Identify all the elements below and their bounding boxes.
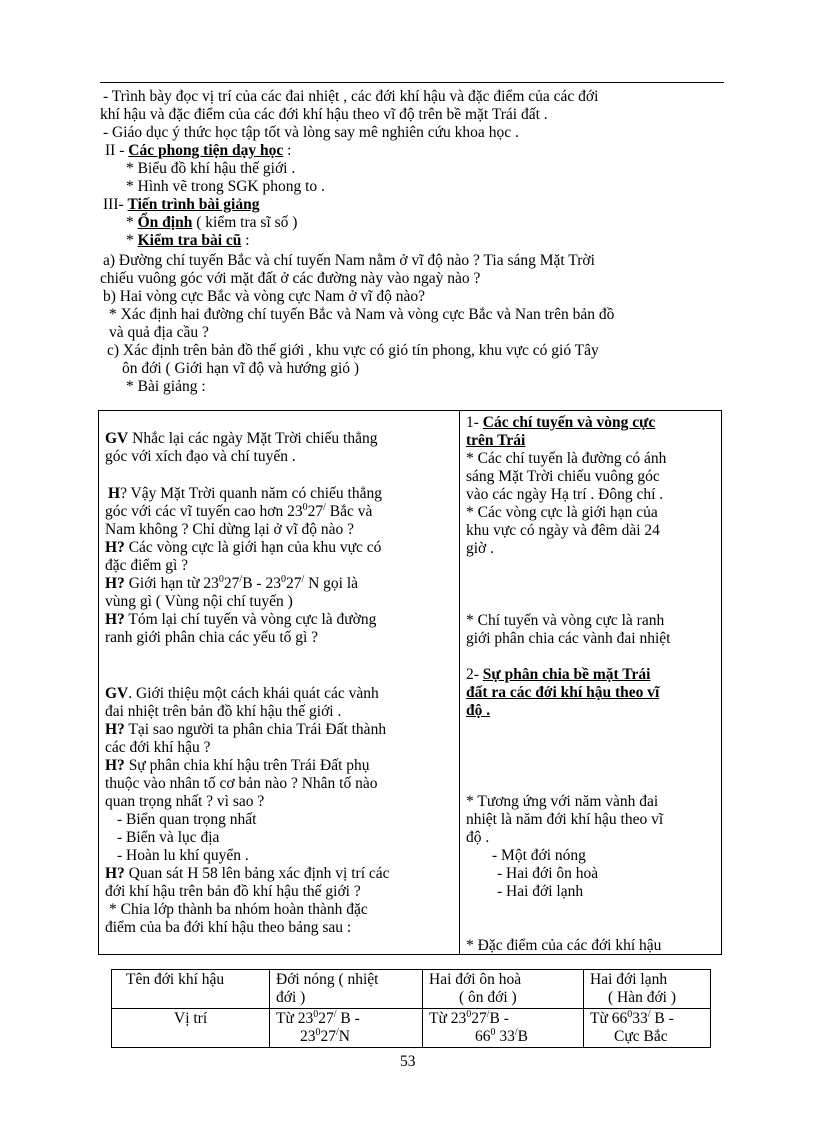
content-heading: trên Trái	[466, 432, 526, 449]
activity-line: GV Nhắc lại các ngày Mặt Trời chiếu thẳng	[105, 430, 378, 447]
activity-line: H? Các vòng cực là giới hạn của khu vực có	[105, 539, 382, 556]
objective-line: - Giáo dục ý thức học tập tốt và lòng say mê nghiên cứu khoa học .	[103, 124, 519, 141]
content-line: nhiệt là năm đới khí hậu theo vĩ	[466, 811, 664, 828]
table-row	[112, 970, 711, 1009]
content-line: khu vực có ngày và đêm dài 24	[466, 522, 660, 539]
header-rule	[100, 82, 724, 83]
activity-line: đới khí hậu trên bản đồ khí hậu thế giới ?	[105, 883, 361, 900]
activity-line: H? Vậy Mặt Trời quanh năm có chiếu thẳng	[108, 485, 382, 502]
section-heading-iii: III- Tiến trình bài giảng	[103, 196, 260, 213]
activity-line: H? Quan sát H 58 lên bảng xác định vị trí các	[105, 865, 390, 882]
section-title: Tiến trình bài giảng	[127, 196, 260, 213]
zone-item: - Hai đới ôn hoà	[497, 865, 599, 882]
table-cell: Từ $23^027^/B$ - $66^0$ 33/B	[423, 1009, 584, 1048]
activity-line: thuộc vào nhân tố cơ bản nào ? Nhân tố nào	[105, 775, 378, 792]
review-question: và quả địa cầu ?	[109, 324, 209, 341]
review-question: c) Xác định trên bản đồ thế giới , khu vực có gió tín phong, khu vực có gió Tây	[107, 342, 599, 359]
page-number: 53	[400, 1053, 416, 1070]
activity-line: vùng gì ( Vùng nội chí tuyến )	[105, 593, 293, 610]
table-cell: Từ $66^033^/$ B - Cực Bắc	[584, 1009, 711, 1048]
lesson-step: * Ổn định ( kiểm tra sĩ số )	[126, 214, 298, 231]
content-line: giới phân chia các vành đai nhiệt	[466, 630, 671, 647]
lesson-step: * Kiểm tra bài cũ :	[126, 232, 250, 249]
activity-line: H? Giới hạn từ $23^027^/B - 23^027^/$ N gọi là	[105, 573, 359, 592]
activity-line: H? Tại sao người ta phân chia Trái Đất thành	[105, 721, 387, 738]
table-cell: Từ $23^027^/$ B - $23^027^/N$	[270, 1009, 423, 1048]
review-question: ôn đới ( Giới hạn vĩ độ và hướng gió )	[122, 360, 360, 377]
content-heading: 1- Các chí tuyến và vòng cực	[466, 414, 656, 431]
activity-line: Nam không ? Chỉ dừng lại ở vĩ độ nào ?	[105, 521, 355, 538]
content-line: sáng Mặt Trời chiếu vuông góc	[466, 468, 660, 485]
section-heading-ii: II - Các phong tiện dạy học :	[105, 142, 292, 159]
column-divider	[459, 410, 460, 955]
objective-line: khí hậu và đặc điểm của các đới khí hậu theo vĩ độ trên bề mặt Trái đất .	[100, 106, 548, 123]
factor-item: - Biển quan trọng nhất	[117, 811, 257, 828]
section-title: Các phong tiện dạy học	[128, 142, 284, 159]
content-heading: đất ra các đới khí hậu theo vĩ	[466, 684, 660, 701]
activity-line: đai nhiệt trên bản đồ khí hậu thế giới .	[105, 703, 342, 720]
content-line: * Các vòng cực là giới hạn của	[466, 504, 658, 521]
table-header-cell: Hai đới lạnh ( Hàn đới )	[584, 970, 711, 1009]
table-header-cell: Đới nóng ( nhiệt đới )	[270, 970, 423, 1009]
review-question: a) Đường chí tuyến Bắc và chí tuyến Nam nằm ở vĩ độ nào ? Tia sáng Mặt Trời	[103, 252, 595, 269]
content-line: vào các ngày Hạ trí . Đông chí .	[466, 486, 664, 503]
zone-item: - Hai đới lạnh	[497, 883, 584, 900]
lesson-heading: * Bài giảng :	[126, 378, 206, 395]
teaching-aid-item: * Biểu đồ khí hậu thế giới .	[126, 160, 296, 177]
zone-item: - Một đới nóng	[492, 847, 586, 864]
table-row	[112, 1009, 711, 1048]
activity-line: điểm của ba đới khí hậu theo bảng sau :	[105, 919, 352, 936]
climate-zone-table	[111, 969, 711, 1048]
objective-line: - Trình bày đọc vị trí của các đai nhiệt , các đới khí hậu và đặc điểm của các đới	[103, 88, 599, 105]
activity-line: H? Tóm lại chí tuyến và vòng cực là đường	[105, 611, 377, 628]
review-question: * Xác định hai đường chí tuyến Bắc và Nam và vòng cực Bắc và Nan trên bản đồ	[109, 306, 615, 323]
content-line: * Đặc điểm của các đới khí hậu	[466, 937, 662, 954]
activity-line: GV. Giới thiệu một cách khái quát các vành	[105, 685, 379, 702]
table-header-cell: Hai đới ôn hoà ( ôn đới )	[423, 970, 584, 1009]
content-line: độ .	[466, 829, 490, 846]
teaching-aid-item: * Hình vẽ trong SGK phong to .	[126, 178, 325, 195]
review-question: b) Hai vòng cực Bắc và vòng cực Nam ở vĩ độ nào?	[103, 288, 425, 305]
activity-line: quan trọng nhất ? vì sao ?	[105, 793, 265, 810]
activity-line: ranh giới phân chia các yếu tố gì ?	[105, 629, 319, 646]
review-question: chiếu vuông góc với mặt đất ở các đường này vào ngaỳ nào ?	[100, 270, 481, 287]
activity-line: * Chia lớp thành ba nhóm hoàn thành đặc	[109, 901, 368, 918]
activity-line: góc với xích đạo và chí tuyến .	[105, 448, 296, 465]
factor-item: - Hoàn lu khí quyển .	[117, 847, 249, 864]
table-header-cell: Tên đới khí hậu	[112, 970, 270, 1009]
content-line: * Chí tuyến và vòng cực là ranh	[466, 612, 665, 629]
activity-line: các đới khí hậu ?	[105, 739, 211, 756]
content-line: * Tương ứng với năm vành đai	[466, 793, 659, 810]
content-line: giờ .	[466, 540, 495, 557]
content-line: * Các chí tuyến là đường có ánh	[466, 450, 667, 467]
activity-line: góc với các vĩ tuyến cao hơn $23^027^/$ Bắc và	[105, 501, 373, 520]
table-cell: Vị trí	[112, 1009, 270, 1048]
content-heading: độ .	[466, 702, 491, 719]
activity-line: đặc điểm gì ?	[105, 557, 189, 574]
factor-item: - Biển và lục địa	[117, 829, 220, 846]
content-heading: 2- Sự phân chia bề mặt Trái	[466, 666, 651, 683]
activity-line: H? Sự phân chia khí hậu trên Trái Đất phụ	[105, 757, 370, 774]
